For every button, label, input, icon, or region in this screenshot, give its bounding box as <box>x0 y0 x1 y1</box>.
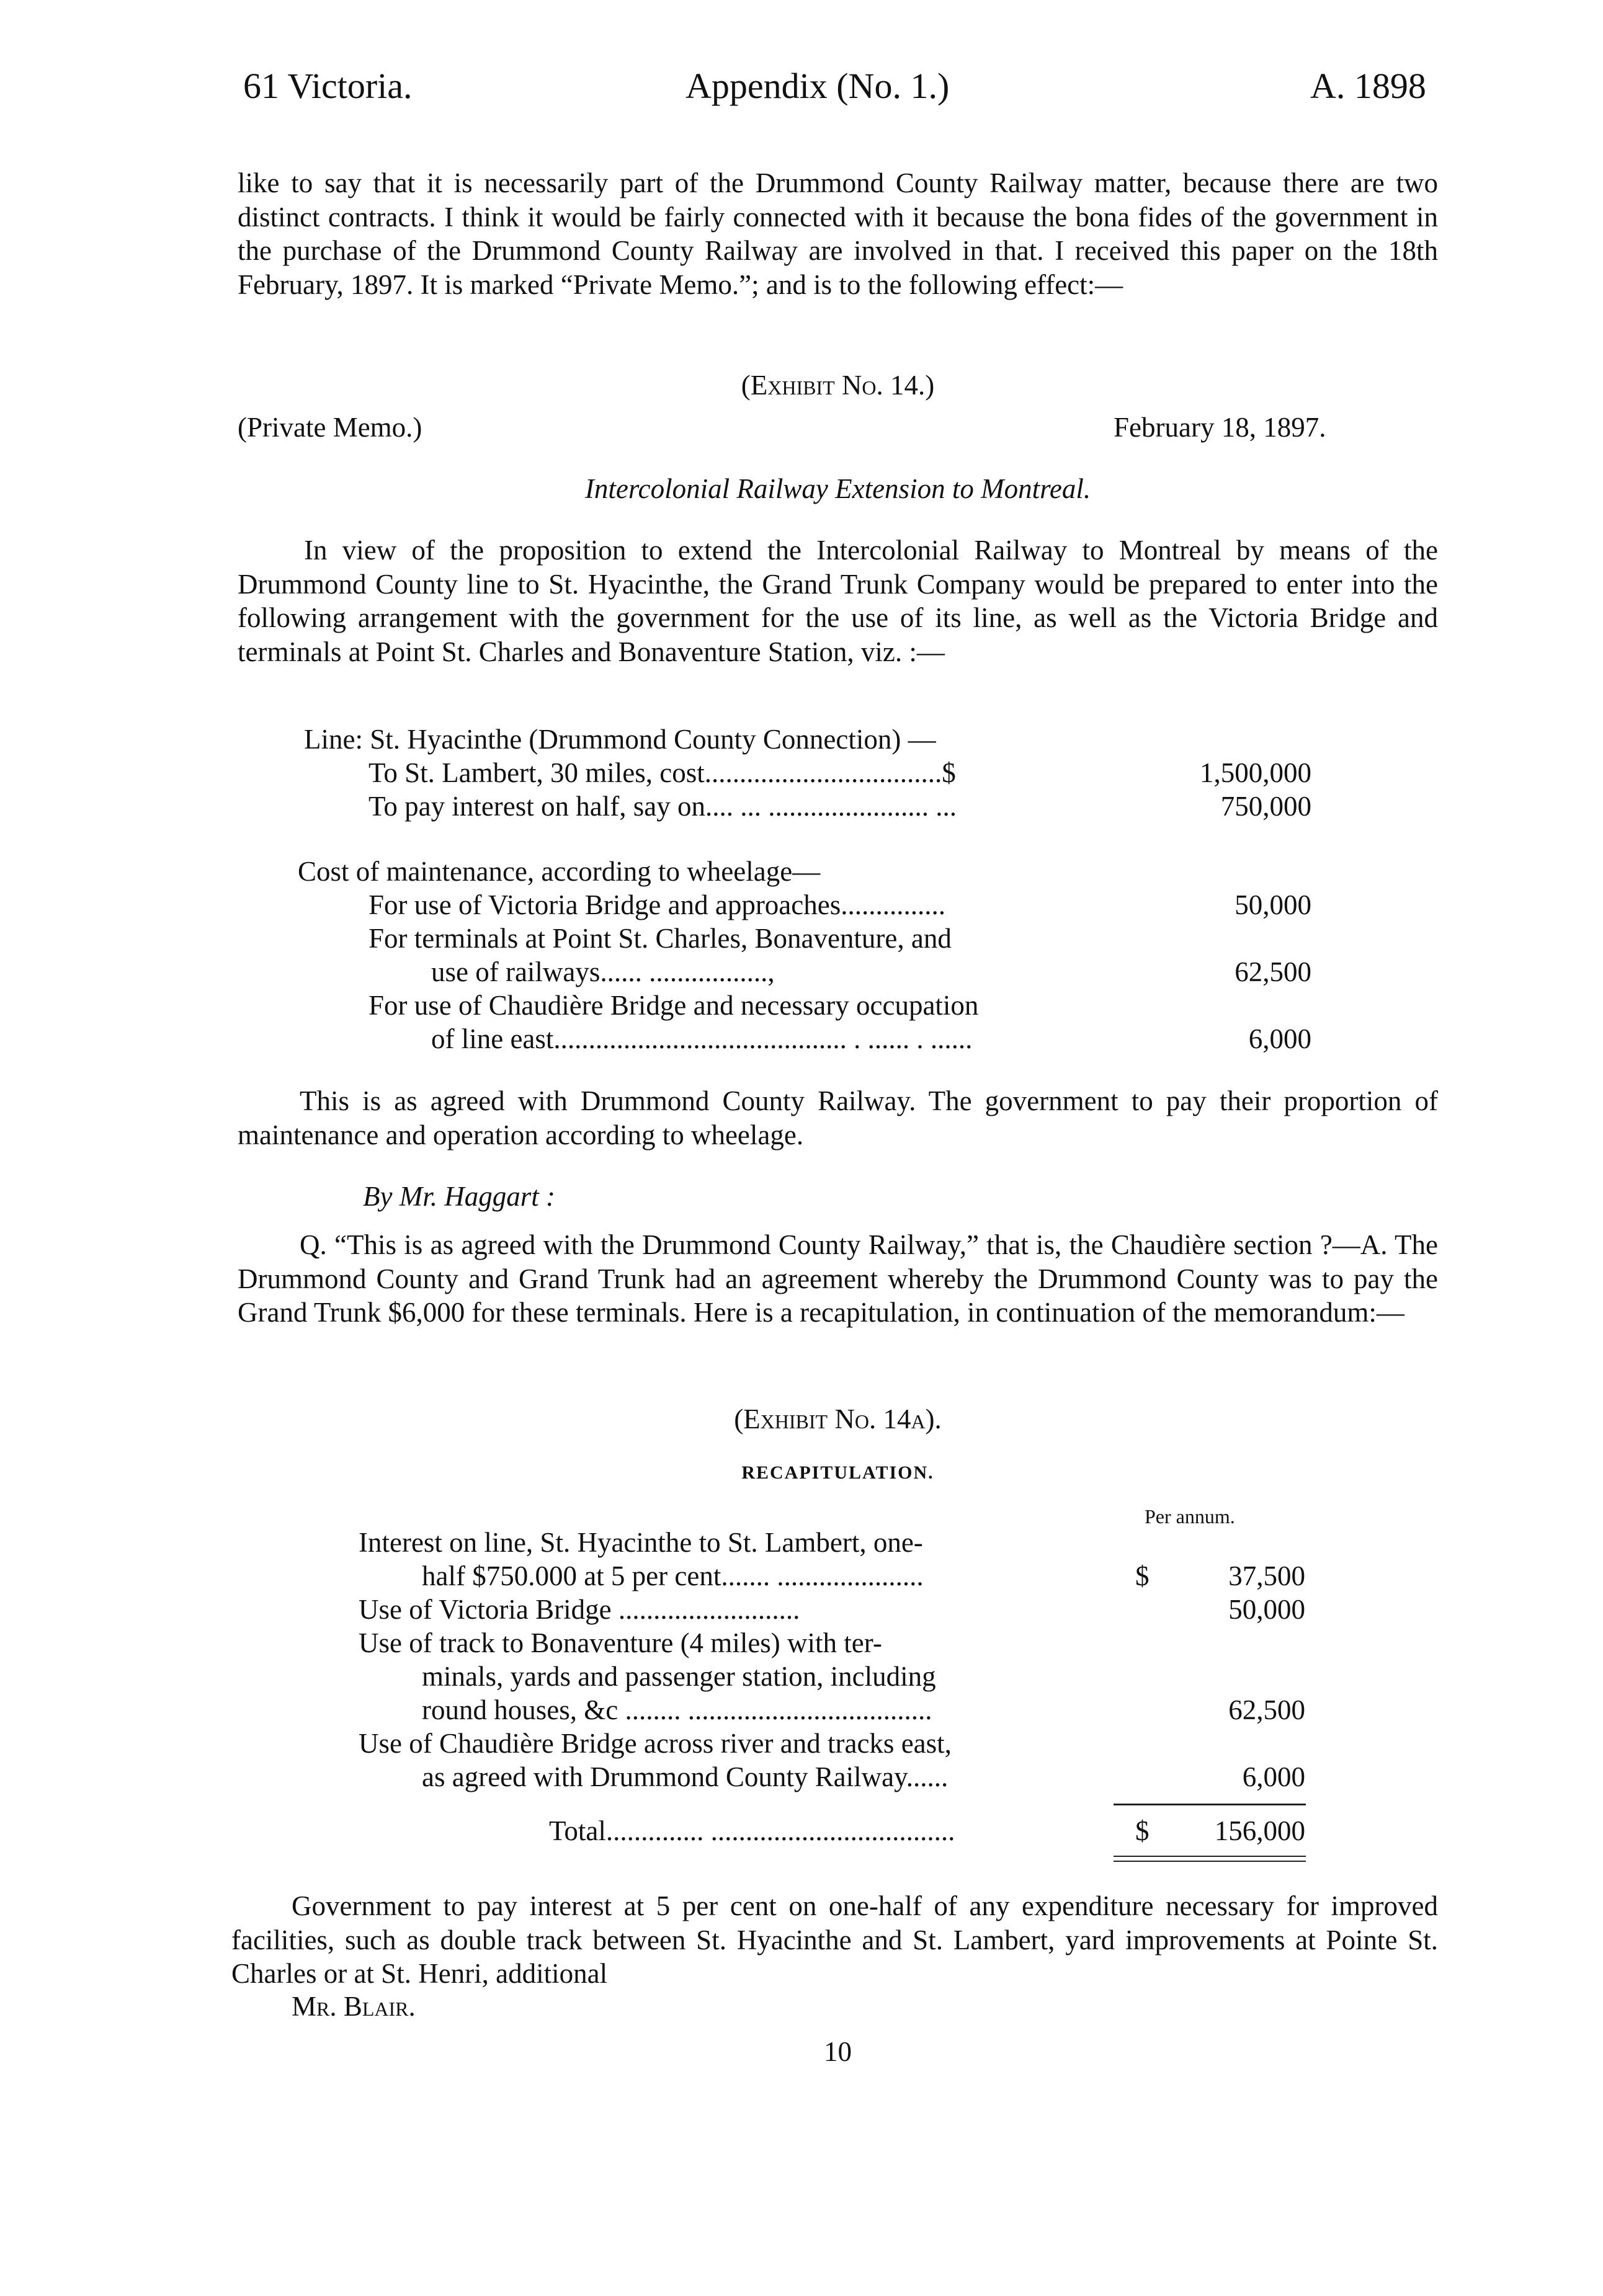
exhibit-14-closing: This is as agreed with Drummond County Railway. The government to pay their proportion of maintenance and operation according to wheelage. <box>238 1085 1438 1150</box>
recap-track-line1: Use of track to Bonaventure (4 miles) with ter- <box>359 1627 882 1658</box>
memo-date: February 18, 1897. <box>1114 412 1326 443</box>
recap-track-value: 62,500 <box>1228 1694 1305 1725</box>
recap-interest-dollar: $ <box>1135 1560 1150 1591</box>
qa-paragraph: Q. “This is as agreed with the Drummond County Railway,” that is, the Chaudière section ?—A. The Drummond County and Grand Trunk had an agreement whereby the Drummond County was to pay the Grand Trunk $6,000 for these terminals. Here is a recapitulation, in continuation of the memorandum:— <box>238 1229 1438 1328</box>
recap-chaudiere-line2: as agreed with Drummond County Railway...... <box>422 1761 949 1792</box>
final-paragraph: Government to pay interest at 5 per cent on one-half of any expenditure necessary for improved facilities, such as double track between St. Hyacinthe and St. Lambert, yard improvements at Pointe St. Charles or at St. Henri, additional <box>231 1890 1438 1989</box>
line-item-cost-value: 1,500,000 <box>1200 757 1311 788</box>
maint-terminals-value: 62,500 <box>1235 956 1311 987</box>
recap-interest-value: 37,500 <box>1228 1560 1305 1591</box>
maintenance-label: Cost of maintenance, according to wheelage— <box>298 856 821 887</box>
exhibit-14-paragraph: In view of the proposition to extend the Intercolonial Railway to Montreal by means of the Drummond County line to St. Hyacinthe, the Grand Trunk Company would be prepared to enter into the following arrangement with the government for the use of its line, as well as the Victoria Bridge and terminals at Point St. Charles and Bonaventure Station, viz. :— <box>238 535 1438 667</box>
recapitulation-heading: RECAPITULATION. <box>741 1462 934 1483</box>
by-line: By Mr. Haggart : <box>363 1181 555 1212</box>
recap-total-dollar: $ <box>1135 1815 1150 1846</box>
total-rule-bottom-1 <box>1114 1856 1306 1857</box>
line-item-interest: To pay interest on half, say on.... ... ....................... ... <box>368 791 957 822</box>
total-rule-top <box>1114 1804 1306 1805</box>
maint-chaudiere-value: 6,000 <box>1248 1023 1311 1054</box>
recap-victoria-bridge-value: 50,000 <box>1228 1594 1305 1625</box>
recap-chaudiere-value: 6,000 <box>1242 1761 1305 1792</box>
maint-victoria-bridge-value: 50,000 <box>1235 889 1311 920</box>
recap-chaudiere-line1: Use of Chaudière Bridge across river and tracks east, <box>359 1728 952 1759</box>
recap-track-line2: minals, yards and passenger station, including <box>422 1661 936 1692</box>
header-session: 61 Victoria. <box>243 66 413 106</box>
header-appendix: Appendix (No. 1.) <box>685 66 950 106</box>
private-memo-label: (Private Memo.) <box>238 412 422 443</box>
line-label: Line: St. Hyacinthe (Drummond County Connection) — <box>304 724 936 755</box>
per-annum-label: Per annum. <box>1145 1505 1235 1528</box>
header-year: A. 1898 <box>1310 66 1426 106</box>
exhibit-14-title: (Exhibit No. 14.) <box>741 370 935 401</box>
line-item-interest-value: 750,000 <box>1220 791 1311 822</box>
recap-total-value: 156,000 <box>1214 1815 1305 1846</box>
line-item-cost: To St. Lambert, 30 miles, cost..................................$ <box>368 757 956 788</box>
recap-track-line3: round houses, &c ........ ................................... <box>422 1694 932 1725</box>
signature-name: Mr. Blair. <box>292 1991 416 2022</box>
maint-chaudiere-line2: of line east.......................................... . ...... . ...... <box>431 1023 973 1054</box>
maint-terminals-line1: For terminals at Point St. Charles, Bonaventure, and <box>368 923 952 954</box>
recap-interest-line2: half $750.000 at 5 per cent....... ..................... <box>422 1560 924 1591</box>
total-rule-bottom-2 <box>1114 1861 1306 1862</box>
recap-total-label: Total.............. ................................... <box>549 1815 955 1846</box>
page-number: 10 <box>824 2036 852 2067</box>
maint-chaudiere-line1: For use of Chaudière Bridge and necessary occupation <box>368 990 979 1021</box>
maint-terminals-line2: use of railways...... ................., <box>431 956 775 987</box>
recap-victoria-bridge: Use of Victoria Bridge .......................... <box>359 1594 800 1625</box>
recap-interest-line1: Interest on line, St. Hyacinthe to St. Lambert, one- <box>359 1527 923 1558</box>
maint-victoria-bridge: For use of Victoria Bridge and approaches............... <box>368 889 945 920</box>
exhibit-14a-title: (Exhibit No. 14a). <box>734 1404 942 1435</box>
exhibit-14-heading: Intercolonial Railway Extension to Montreal. <box>584 473 1091 504</box>
intro-paragraph: like to say that it is necessarily part of the Drummond County Railway matter, because there are two distinct contracts. I think it would be fairly connected with it because the bona fides of the government in the purchase of the Drummond County Railway are involved in that. I received this paper on the 18th February, 1897. It is marked “Private Memo.”; and is to the following effect:— <box>238 167 1438 300</box>
